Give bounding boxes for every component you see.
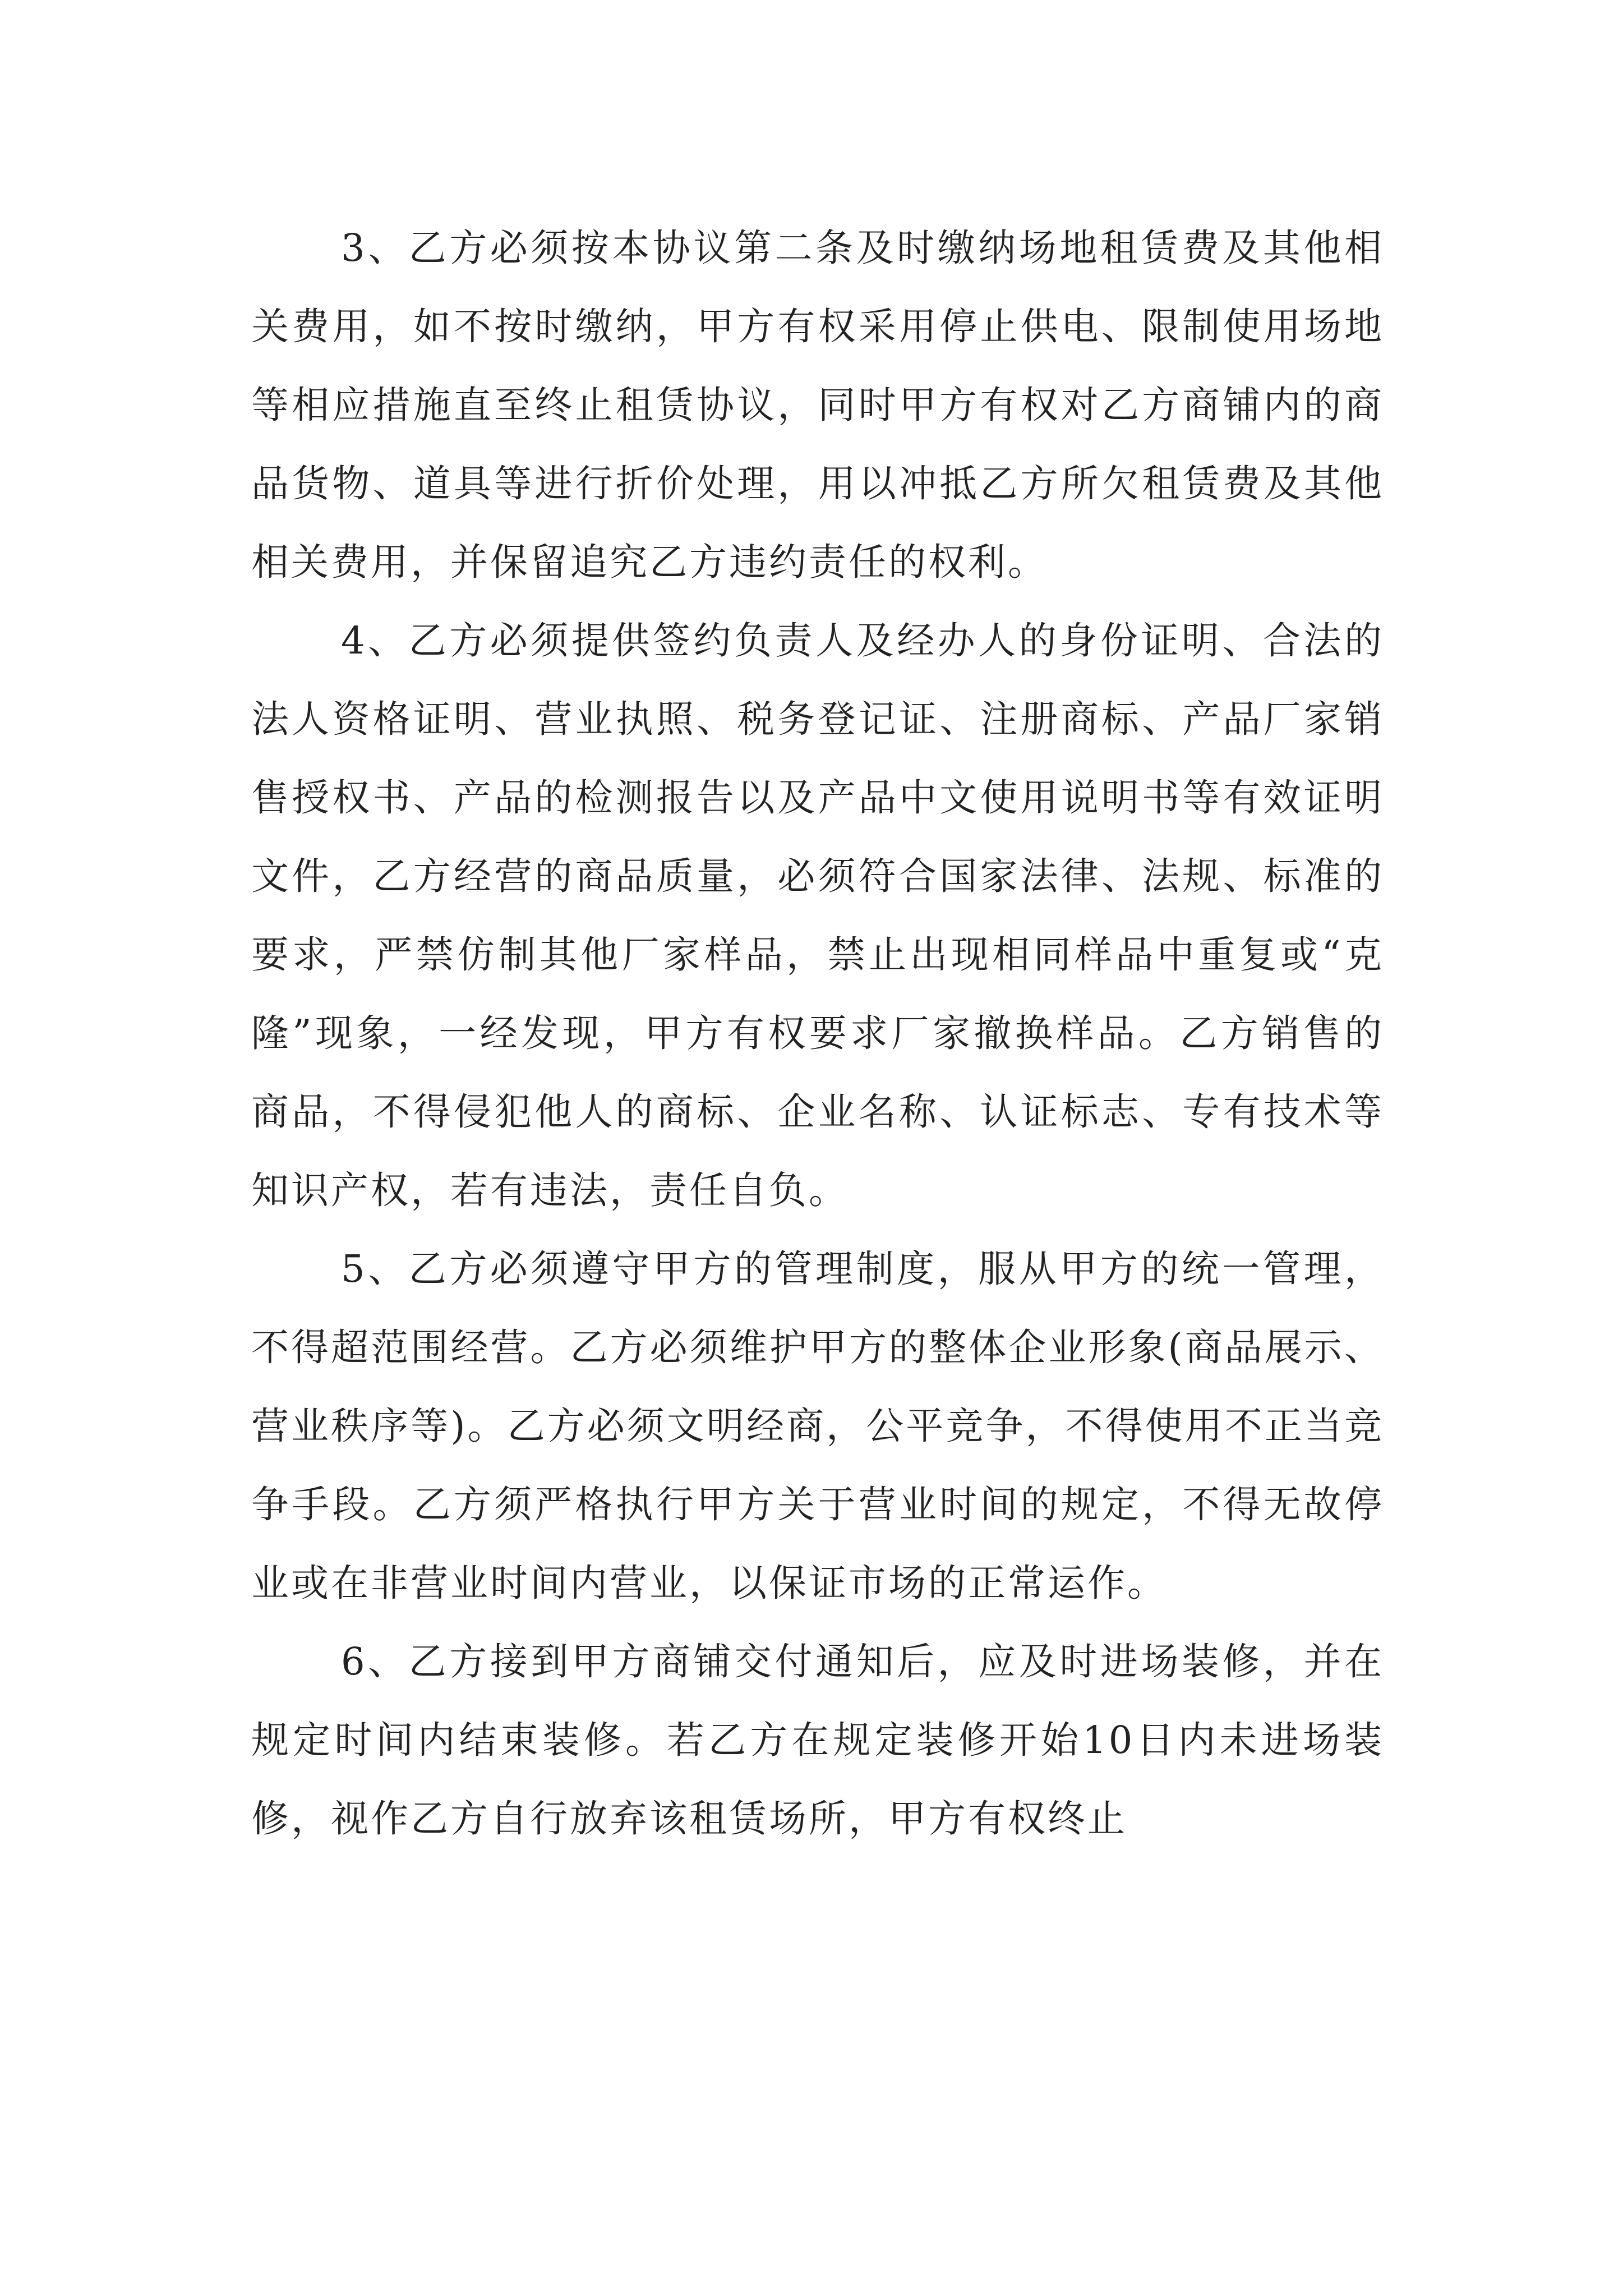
- document-body: [251, 209, 1384, 1858]
- clause-6-paragraph: 6、乙方接到甲方商铺交付通知后，应及时进场装修，并在规定时间内结束装修。若乙方在规定装修开始10日内未进场装修，视作乙方自行放弃该租赁场所，甲方有权终止: [251, 1640, 1384, 1841]
- clause-5-paragraph: 5、乙方必须遵守甲方的管理制度，服从甲方的统一管理，不得超范围经营。乙方必须维护甲方的整体企业形象(商品展示、营业秩序等)。乙方必须文明经商，公平竞争，不得使用不正当竞争手段。乙方须严格执行甲方关于营业时间的规定，不得无故停业或在非营业时间内营业，以保证市场的正常运作。: [251, 1247, 1384, 1605]
- clause-3-paragraph: 3、乙方必须按本协议第二条及时缴纳场地租赁费及其他相关费用，如不按时缴纳，甲方有权采用停止供电、限制使用场地等相应措施直至终止租赁协议，同时甲方有权对乙方商铺内的商品货物、道具等进行折价处理，用以冲抵乙方所欠租赁费及其他相关费用，并保留追究乙方违约责任的权利。: [251, 226, 1384, 584]
- clause-4-paragraph: 4、乙方必须提供签约负责人及经办人的身份证明、合法的法人资格证明、营业执照、税务登记证、注册商标、产品厂家销售授权书、产品的检测报告以及产品中文使用说明书等有效证明文件，乙方经营的商品质量，必须符合国家法律、法规、标准的要求，严禁仿制其他厂家样品，禁止出现相同样品中重复或“克隆”现象，一经发现，甲方有权要求厂家撤换样品。乙方销售的商品，不得侵犯他人的商标、企业名称、认证标志、专有技术等知识产权，若有违法，责任自负。: [251, 619, 1384, 1212]
